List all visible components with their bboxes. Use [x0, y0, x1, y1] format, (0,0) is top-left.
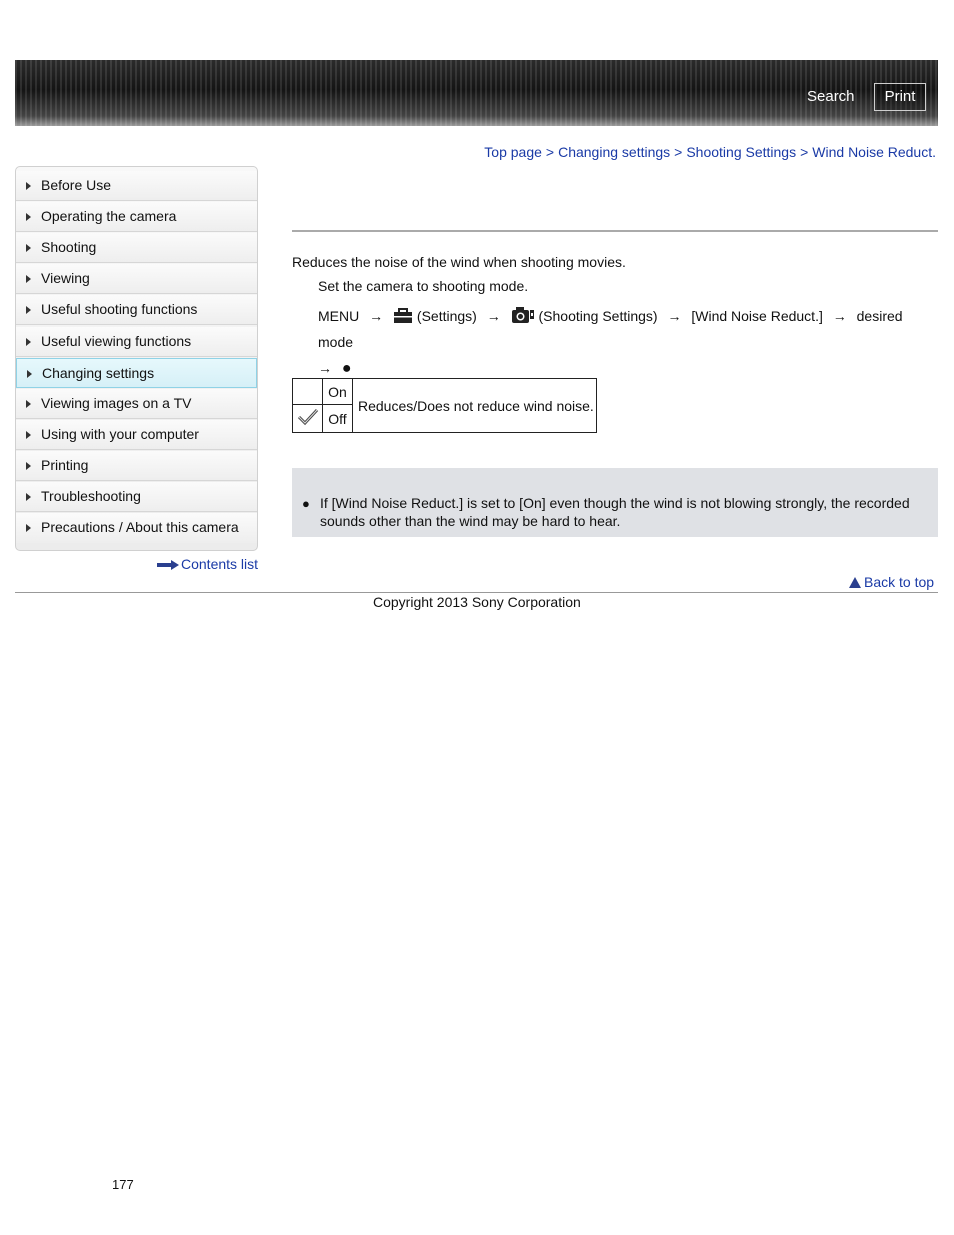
page-number: 177 — [112, 1177, 134, 1192]
sidebar-item-changing-settings[interactable] — [16, 358, 257, 388]
sidebar-item-label: Useful shooting functions — [41, 301, 198, 317]
sidebar-item-label: Before Use — [41, 177, 112, 193]
breadcrumb-current-page[interactable]: Wind Noise Reduct. — [812, 144, 936, 160]
arrow-right-icon: → — [318, 360, 332, 376]
sidebar-item-label: Using with your computer — [41, 426, 199, 442]
arrow-right-icon: → — [832, 308, 847, 324]
triangle-right-icon — [26, 182, 31, 190]
wind-noise-item-label: [Wind Noise Reduct.] — [691, 308, 823, 324]
default-indicator-cell — [293, 379, 323, 405]
arrow-right-icon: → — [369, 308, 384, 324]
option-on: On — [323, 379, 353, 405]
triangle-right-icon — [26, 462, 31, 470]
back-to-top-link[interactable] — [849, 574, 934, 590]
options-table — [292, 378, 597, 433]
sidebar-item-label: Shooting — [41, 239, 97, 255]
menu-label: MENU — [318, 308, 360, 324]
desired-mode-label: desired mode — [318, 308, 903, 350]
triangle-right-icon — [26, 244, 31, 252]
breadcrumb-shooting-settings[interactable]: Shooting Settings — [686, 144, 797, 160]
triangle-up-icon — [849, 577, 861, 588]
triangle-right-icon — [26, 400, 31, 408]
sidebar-item-operating-the-camera[interactable] — [16, 202, 257, 232]
triangle-right-icon — [26, 524, 31, 532]
step-1-text: Set the camera to shooting mode. — [318, 278, 529, 294]
camera-settings-icon — [511, 306, 535, 324]
sidebar-item-before-use[interactable] — [16, 171, 257, 201]
sidebar-item-label: Changing settings — [42, 365, 155, 381]
triangle-right-icon — [26, 306, 31, 314]
sidebar-item-label: Viewing images on a TV — [41, 395, 192, 411]
footer-divider — [15, 592, 938, 593]
breadcrumb-separator: > — [674, 144, 683, 160]
sidebar-item-label: Troubleshooting — [41, 488, 141, 504]
sidebar-item-useful-shooting-functions[interactable] — [16, 295, 257, 325]
sidebar-item-using-with-your-computer[interactable] — [16, 420, 257, 450]
center-button-icon: ● — [341, 360, 352, 377]
triangle-right-icon — [27, 370, 32, 378]
bullet-icon: ● — [302, 496, 310, 511]
sidebar-item-precautions[interactable] — [16, 513, 257, 543]
sidebar-item-viewing[interactable] — [16, 264, 257, 294]
header-bar — [15, 60, 938, 126]
sidebar-nav — [15, 166, 258, 551]
page-description: Reduces the noise of the wind when shooting movies. — [292, 254, 626, 270]
breadcrumb — [484, 144, 936, 160]
sidebar-item-label: Viewing — [41, 270, 90, 286]
sidebar-item-printing[interactable] — [16, 451, 257, 481]
search-link[interactable]: Search — [807, 88, 855, 105]
note-box — [292, 468, 938, 537]
contents-list-link[interactable] — [157, 556, 258, 572]
arrow-right-icon: → — [486, 308, 501, 324]
triangle-right-icon — [26, 275, 31, 283]
triangle-right-icon — [26, 213, 31, 221]
sidebar-item-shooting[interactable] — [16, 233, 257, 263]
triangle-right-icon — [26, 431, 31, 439]
arrow-right-icon: → — [667, 308, 682, 324]
option-off: Off — [323, 405, 353, 433]
contents-list-label: Contents list — [181, 556, 259, 572]
breadcrumb-changing-settings[interactable]: Changing settings — [558, 144, 671, 160]
back-to-top-label: Back to top — [864, 574, 935, 590]
breadcrumb-separator: > — [545, 144, 555, 160]
sidebar-item-label: Printing — [41, 457, 89, 473]
sidebar-item-label: Operating the camera — [41, 208, 177, 224]
sidebar-item-troubleshooting[interactable] — [16, 482, 257, 512]
print-button[interactable]: Print — [874, 83, 926, 111]
default-indicator-cell — [293, 405, 323, 433]
shooting-settings-label: (Shooting Settings) — [538, 308, 658, 324]
checkmark-icon — [297, 408, 319, 426]
triangle-right-icon — [26, 338, 31, 346]
note-text: If [Wind Noise Reduct.] is set to [On] even though the wind is not blowing strongly, the recorded sounds other than the wind may be hard to hear. — [320, 495, 910, 529]
sidebar-item-viewing-images-on-a-tv[interactable] — [16, 389, 257, 419]
table-row — [293, 379, 597, 405]
breadcrumb-top-page[interactable]: Top page — [484, 144, 542, 160]
step-2-instruction — [318, 303, 938, 382]
settings-label: (Settings) — [416, 308, 477, 324]
option-description: Reduces/Does not reduce wind noise. — [353, 379, 597, 433]
sidebar-item-label: Precautions / About this camera — [41, 519, 239, 535]
triangle-right-icon — [26, 493, 31, 501]
sidebar-item-useful-viewing-functions[interactable] — [16, 327, 257, 357]
title-divider — [292, 230, 938, 232]
settings-toolbox-icon — [393, 308, 413, 324]
arrow-right-icon — [157, 560, 179, 570]
breadcrumb-separator: > — [800, 144, 809, 160]
sidebar-item-label: Useful viewing functions — [41, 333, 192, 349]
copyright-text: Copyright 2013 Sony Corporation — [373, 594, 581, 610]
